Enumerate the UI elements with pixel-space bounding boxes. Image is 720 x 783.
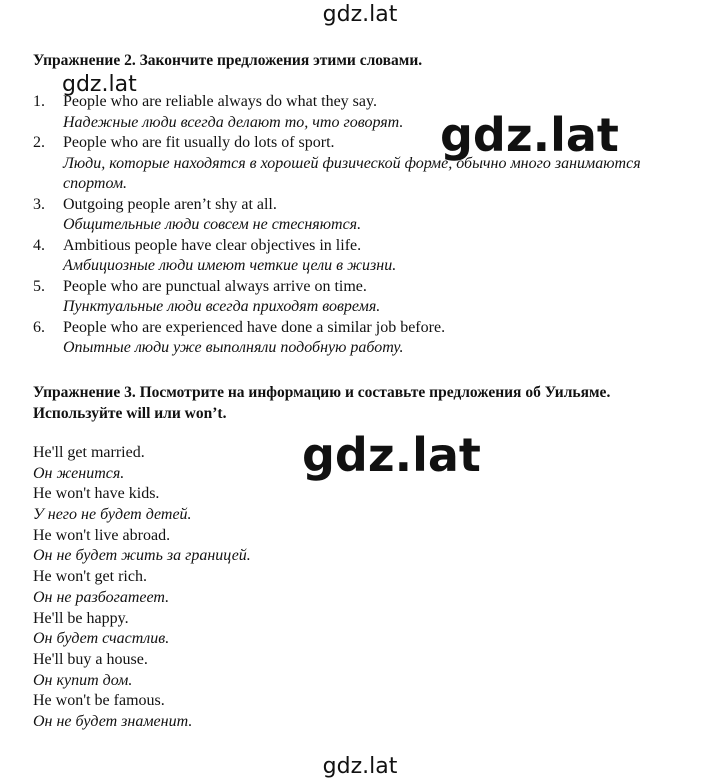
english-sentence: People who are experienced have done a similar job before. [63,318,446,336]
exercise-3-heading: Упражнение 3. Посмотрите на информацию и составьте предложения об Уильяме. Используйте will или won’t. [33,384,611,422]
russian-translation: Он не будет знаменит. [33,712,193,730]
russian-translation: Амбициозные люди имеют четкие цели в жизни. [63,257,397,274]
english-sentence: He won't be famous. [33,692,165,710]
item-number: 1. [33,93,45,110]
english-sentence: He won't get rich. [33,568,147,586]
watermark-bottom: gdz.lat [322,754,398,779]
russian-translation: Пунктуальные люди всегда приходят вовремя. [63,298,381,315]
watermark-large: gdz.lat [302,428,481,482]
english-sentence: People who are reliable always do what they say. [63,93,377,110]
item-number: 6. [33,318,45,336]
item-number: 2. [33,134,45,151]
russian-translation: Надежные люди всегда делают то, что говорят. [63,113,404,131]
english-sentence: People who are fit usually do lots of sport. [63,134,335,151]
russian-translation: Он женится. [33,464,125,482]
russian-translation: Люди, которые находятся в хорошей физической форме, обычно много занимаются спортом. [63,154,641,192]
exercise-2-heading: Упражнение 2. Закончите предложения этими словами. [33,52,423,69]
watermark-large: gdz.lat [440,108,619,162]
list-item [33,318,673,359]
english-sentence: He won't live abroad. [33,526,171,544]
english-sentence: He'll buy a house. [33,650,148,668]
russian-translation: Он не будет жить за границей. [33,547,251,565]
russian-translation: Он не разбогатеет. [33,588,170,606]
list-item [33,195,673,236]
watermark-top: gdz.lat [322,2,398,27]
russian-translation: Общительные люди совсем не стесняются. [63,216,362,233]
list-item [33,277,673,318]
english-sentence: Ambitious people have clear objectives in life. [63,236,362,254]
russian-translation: Он будет счастлив. [33,630,170,648]
item-number: 4. [33,236,45,254]
english-sentence: He'll be happy. [33,609,129,627]
item-number: 3. [33,195,45,213]
english-sentence: People who are punctual always arrive on time. [63,277,367,295]
item-number: 5. [33,277,45,295]
russian-translation: Опытные люди уже выполняли подобную работу. [63,339,404,356]
russian-translation: У него не будет детей. [33,506,192,524]
english-sentence: He'll get married. [33,444,145,461]
english-sentence: Outgoing people aren’t shy at all. [63,195,277,213]
english-sentence: He won't have kids. [33,485,160,503]
russian-translation: Он купит дом. [33,671,133,689]
watermark-small: gdz.lat [62,72,137,97]
list-item [33,236,673,277]
exercise-3-list [33,443,433,733]
